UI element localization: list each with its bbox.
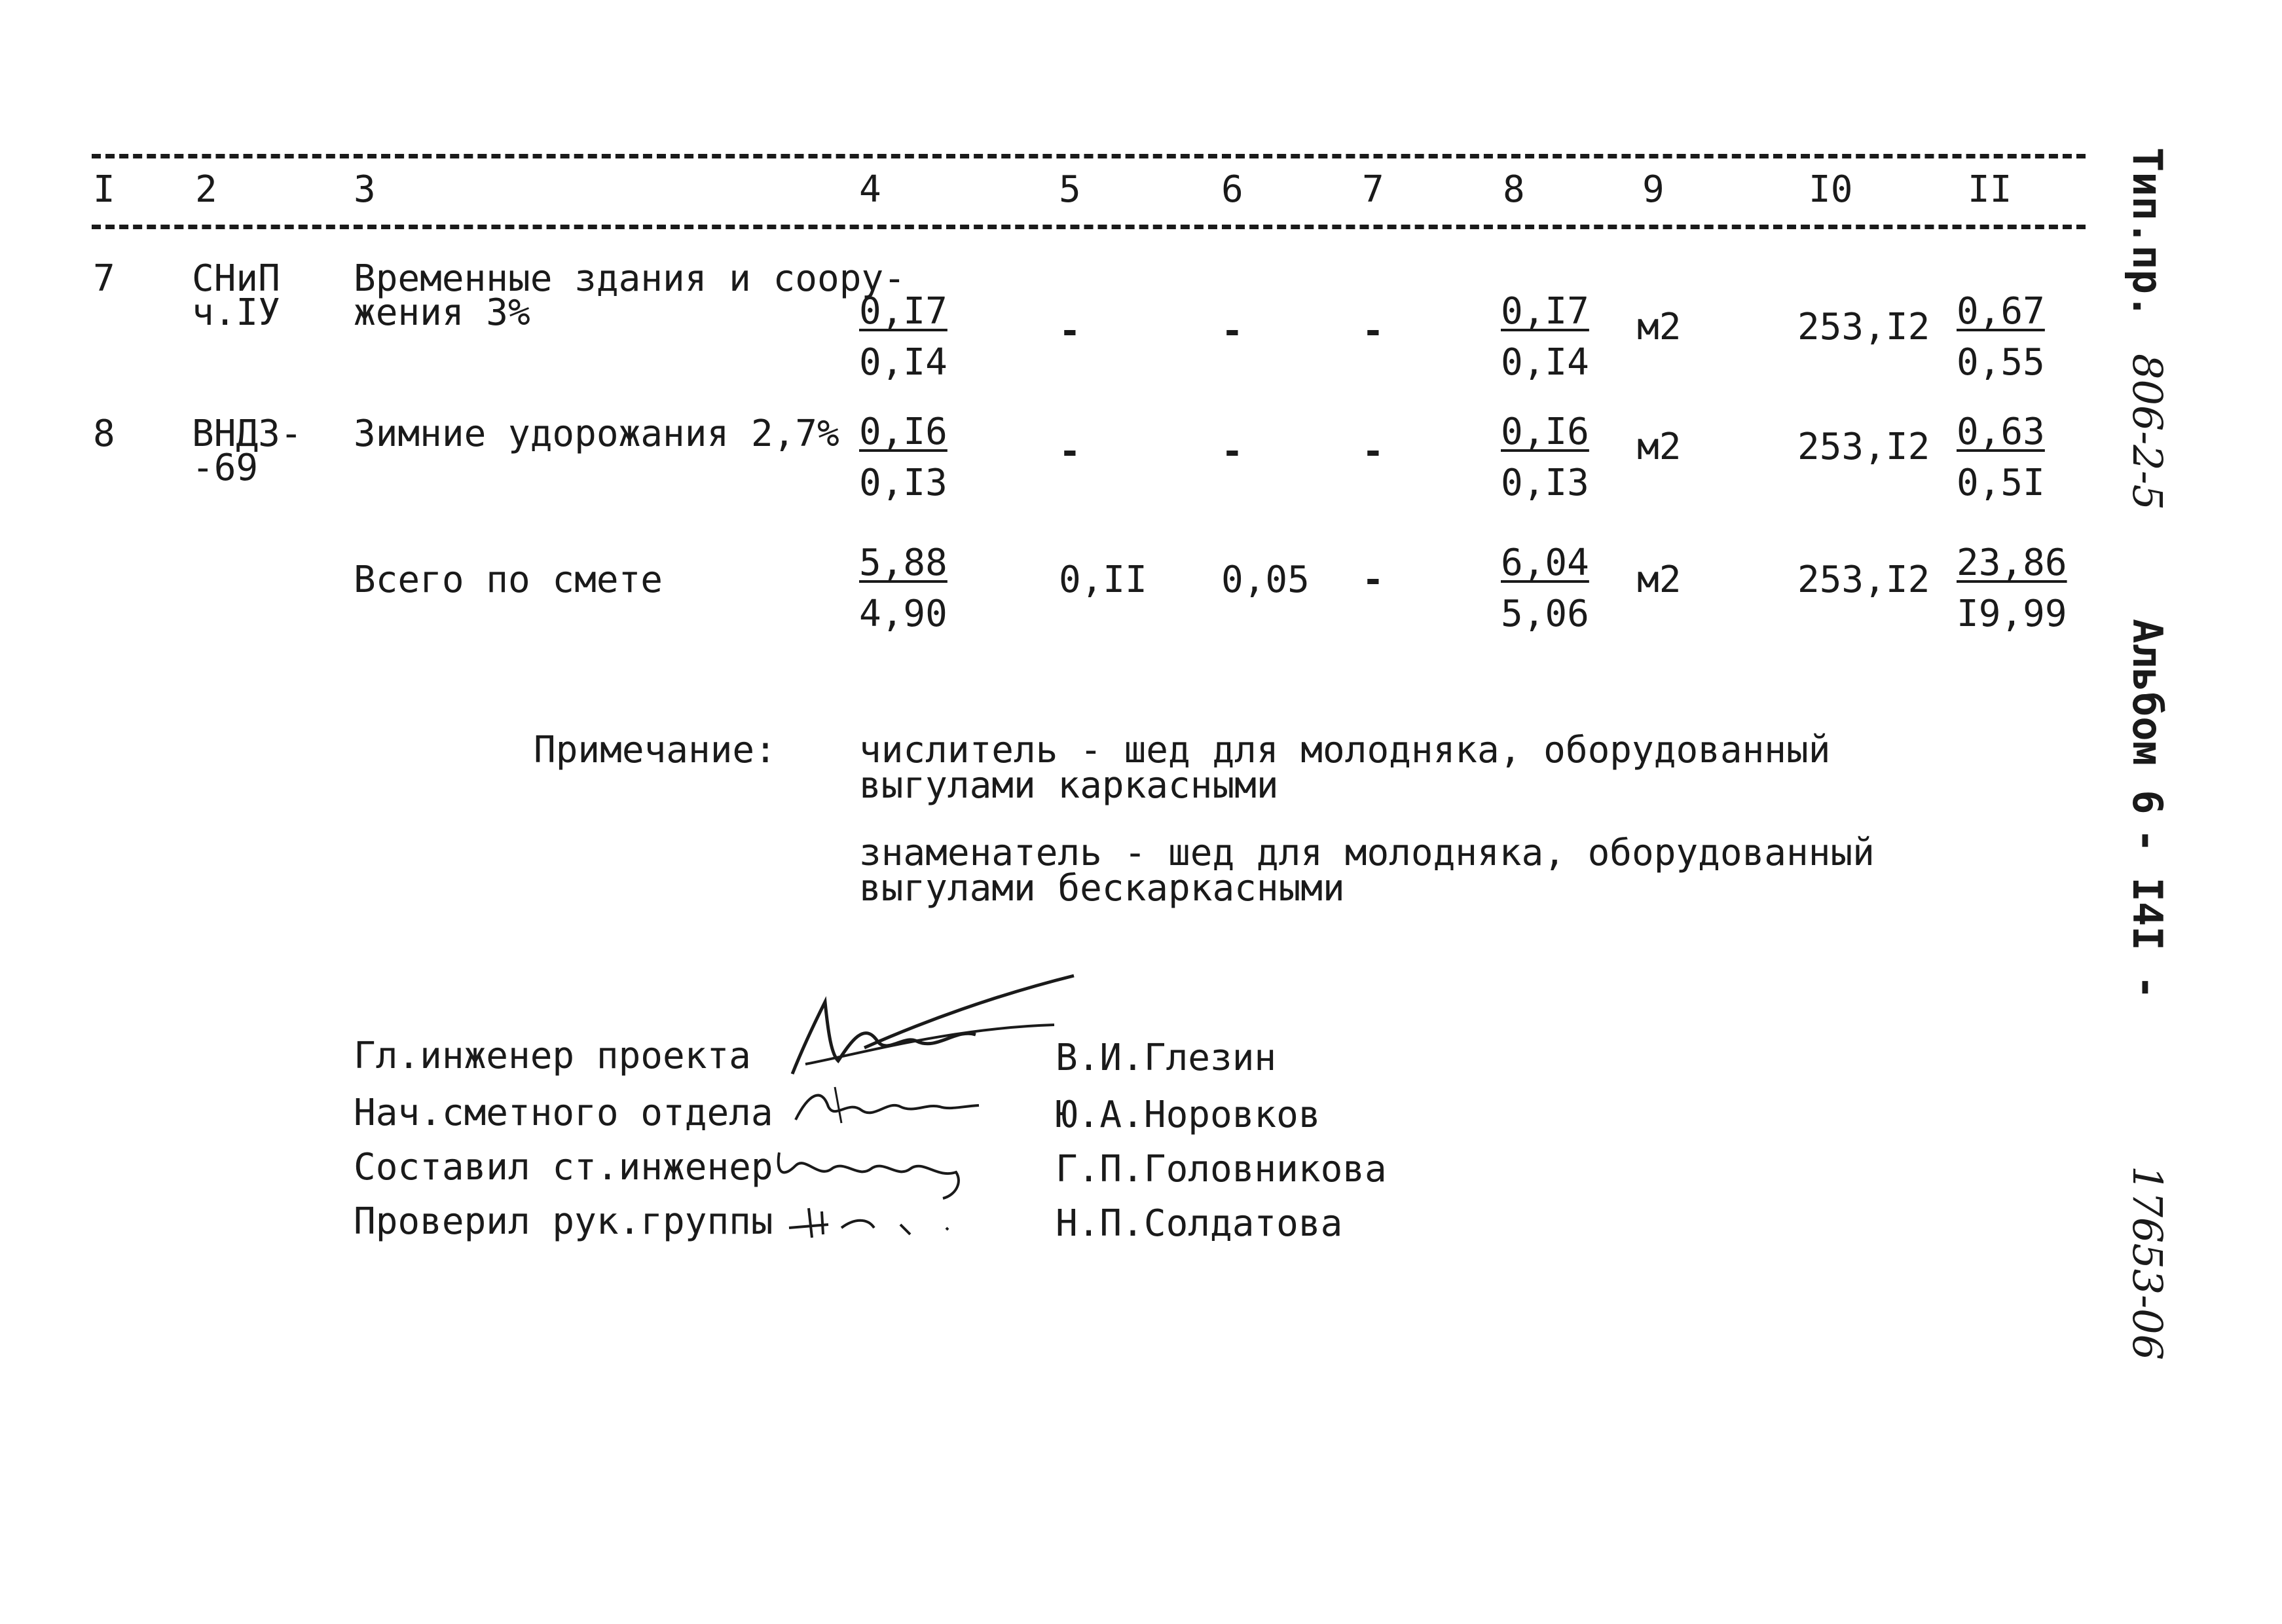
denominator: 0,I3 [859, 462, 948, 504]
col-header-4: 4 [859, 168, 881, 211]
header-bottom-rule [92, 225, 2086, 229]
value-col4 [859, 411, 1016, 504]
norm-code: СНиП [192, 257, 280, 300]
row-number: 8 [93, 413, 115, 455]
numerator: 0,67 [1957, 290, 2045, 333]
denominator: 0,55 [1957, 341, 2045, 384]
value-col11 [1957, 290, 2114, 384]
denominator: I9,99 [1957, 593, 2067, 635]
note-label: Примечание: [534, 729, 777, 771]
value-col7: - [1362, 310, 1384, 352]
margin-project-number: 806-2-5 [2124, 354, 2171, 511]
denominator: 0,I4 [1501, 341, 1589, 384]
numerator: 5,88 [859, 542, 948, 584]
signer-name: Ю.А.Норовков [1056, 1094, 1321, 1136]
numerator: 0,I7 [859, 290, 948, 333]
col-header-8: 8 [1503, 168, 1525, 211]
signer-name: Н.П.Солдатова [1056, 1202, 1343, 1245]
signature-role: Составил ст.инженер [354, 1146, 773, 1189]
total-col4 [859, 542, 1016, 635]
total-label: Всего по смете [354, 559, 663, 601]
margin-inventory-number: 17653-06 [2124, 1166, 2171, 1361]
denominator: 0,I4 [859, 341, 948, 384]
total-col8 [1501, 542, 1658, 635]
denominator: 4,90 [859, 593, 948, 635]
unit: м2 [1637, 306, 1682, 348]
value-col6: - [1221, 430, 1243, 473]
value-col7: - [1362, 430, 1384, 473]
handwritten-signature [766, 1133, 989, 1205]
col-header-11: II [1968, 168, 2012, 211]
col-header-9: 9 [1642, 168, 1665, 211]
handwritten-signature [782, 1198, 979, 1251]
value-col5: - [1059, 430, 1081, 473]
numerator: 0,I7 [1501, 290, 1589, 333]
col-header-6: 6 [1221, 168, 1243, 211]
note-denominator-line: выгулами бескаркасными [859, 867, 1345, 910]
total-unit: м2 [1637, 559, 1682, 601]
col-header-5: 5 [1059, 168, 1081, 211]
item-name: Зимние удорожания 2,7% [354, 413, 839, 455]
numerator: 0,63 [1957, 411, 2045, 453]
total-col10: 253,I2 [1797, 559, 1930, 601]
item-name: Временные здания и соору- [354, 257, 906, 300]
signature-role: Нач.сметного отдела [354, 1092, 773, 1134]
numerator: 6,04 [1501, 542, 1589, 584]
unit: м2 [1637, 426, 1682, 468]
note-numerator-line: выгулами каркасными [859, 764, 1279, 807]
row-number: 7 [93, 257, 115, 300]
numerator: 0,I6 [1501, 411, 1589, 453]
total-col5: 0,II [1059, 559, 1147, 601]
norm-code: -69 [192, 447, 259, 489]
col-header-3: 3 [354, 168, 376, 211]
item-name: жения 3% [354, 291, 530, 334]
value-col8 [1501, 290, 1658, 384]
value-col10: 253,I2 [1797, 306, 1930, 348]
norm-code: ч.IУ [192, 291, 280, 334]
header-top-rule [92, 154, 2086, 158]
numerator: 23,86 [1957, 542, 2067, 584]
col-header-2: 2 [195, 168, 217, 211]
note-numerator-line: числитель - шед для молодняка, оборудованный [859, 729, 1831, 771]
col-header-7: 7 [1362, 168, 1384, 211]
value-col10: 253,I2 [1797, 426, 1930, 468]
signature-role: Проверил рук.группы [354, 1200, 773, 1243]
numerator: 0,I6 [859, 411, 948, 453]
value-col8 [1501, 411, 1658, 504]
col-header-1: I [93, 168, 115, 211]
signer-name: В.И.Глезин [1056, 1037, 1277, 1079]
margin-page-number: - I4I - [2124, 828, 2171, 1000]
handwritten-signature [789, 1074, 985, 1133]
total-col7: - [1362, 559, 1384, 601]
margin-type-project: Тип.пр. [2124, 147, 2171, 319]
col-header-10: I0 [1809, 168, 1853, 211]
denominator: 0,5I [1957, 462, 2045, 504]
denominator: 5,06 [1501, 593, 1589, 635]
total-col6: 0,05 [1221, 559, 1310, 601]
note-denominator-line: знаменатель - шед для молодняка, оборудованный [859, 832, 1875, 874]
signer-name: Г.П.Головникова [1056, 1148, 1387, 1190]
value-col4 [859, 290, 1016, 384]
value-col11 [1957, 411, 2114, 504]
signature-role: Гл.инженер проекта [354, 1035, 751, 1077]
margin-album: Альбом 6 [2124, 619, 2171, 815]
norm-code: ВНДЗ- [192, 413, 303, 455]
total-col11 [1957, 542, 2114, 635]
denominator: 0,I3 [1501, 462, 1589, 504]
value-col6: - [1221, 310, 1243, 352]
value-col5: - [1059, 310, 1081, 352]
